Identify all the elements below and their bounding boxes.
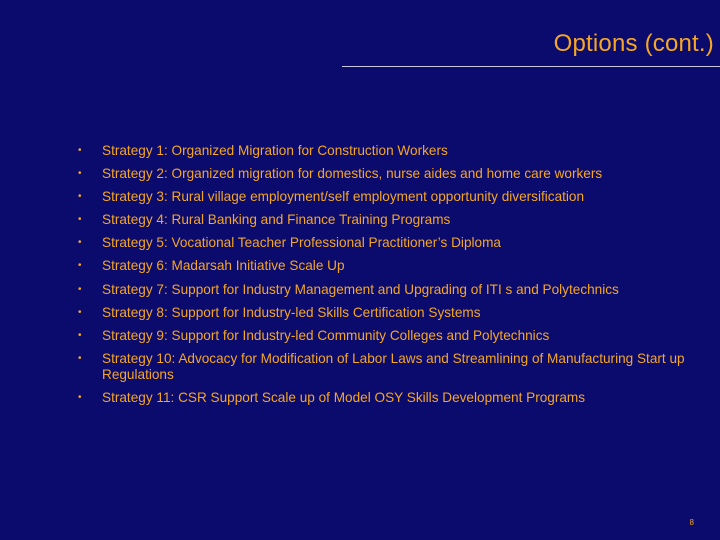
list-item [78, 212, 688, 229]
list-item [78, 305, 688, 322]
slide-title: Options (cont.) [553, 30, 714, 57]
list-item [78, 189, 688, 206]
bullet-icon: • [78, 214, 82, 226]
bullet-icon: • [78, 306, 82, 318]
list-item-text: Strategy 11: CSR Support Scale up of Model OSY Skills Development Programs [102, 390, 586, 406]
list-item-text: Strategy 10: Advocacy for Modification of Labor Laws and Streamlining of Manufacturing Start up Regulations [102, 350, 685, 383]
bullet-icon: • [78, 237, 82, 249]
bullet-icon: • [78, 392, 82, 404]
list-item-text: Strategy 6: Madarsah Initiative Scale Up [102, 258, 345, 274]
list-item [78, 282, 688, 299]
bullet-icon: • [78, 329, 82, 341]
bullet-icon: • [78, 145, 82, 156]
title-divider [342, 66, 720, 67]
list-item-text: Strategy 4: Rural Banking and Finance Training Programs [102, 212, 451, 228]
list-item [78, 166, 688, 183]
list-item [78, 258, 688, 275]
list-item-text: Strategy 3: Rural village employment/self employment opportunity diversification [102, 189, 585, 205]
bullet-icon: • [78, 352, 82, 364]
bullet-icon: • [78, 260, 82, 272]
list-item-text: Strategy 8: Support for Industry-led Skills Certification Systems [102, 304, 481, 320]
list-item-text: Strategy 7: Support for Industry Management and Upgrading of ITI s and Polytechnics [102, 281, 619, 297]
bullet-icon: • [78, 191, 82, 203]
list-item [78, 328, 688, 345]
bullet-icon: • [78, 168, 82, 180]
list-item [78, 390, 688, 407]
list-item-text: Strategy 1: Organized Migration for Construction Workers [102, 143, 448, 158]
list-item [78, 143, 688, 160]
page-number: 8 [689, 518, 694, 527]
list-item [78, 235, 688, 252]
bullet-icon: • [78, 283, 82, 295]
list-item-text: Strategy 2: Organized migration for domestics, nurse aides and home care workers [102, 166, 603, 182]
strategy-list [78, 143, 688, 414]
list-item-text: Strategy 9: Support for Industry-led Community Colleges and Polytechnics [102, 327, 550, 343]
list-item-text: Strategy 5: Vocational Teacher Professional Practitioner’s Diploma [102, 235, 501, 251]
list-item [78, 351, 688, 384]
